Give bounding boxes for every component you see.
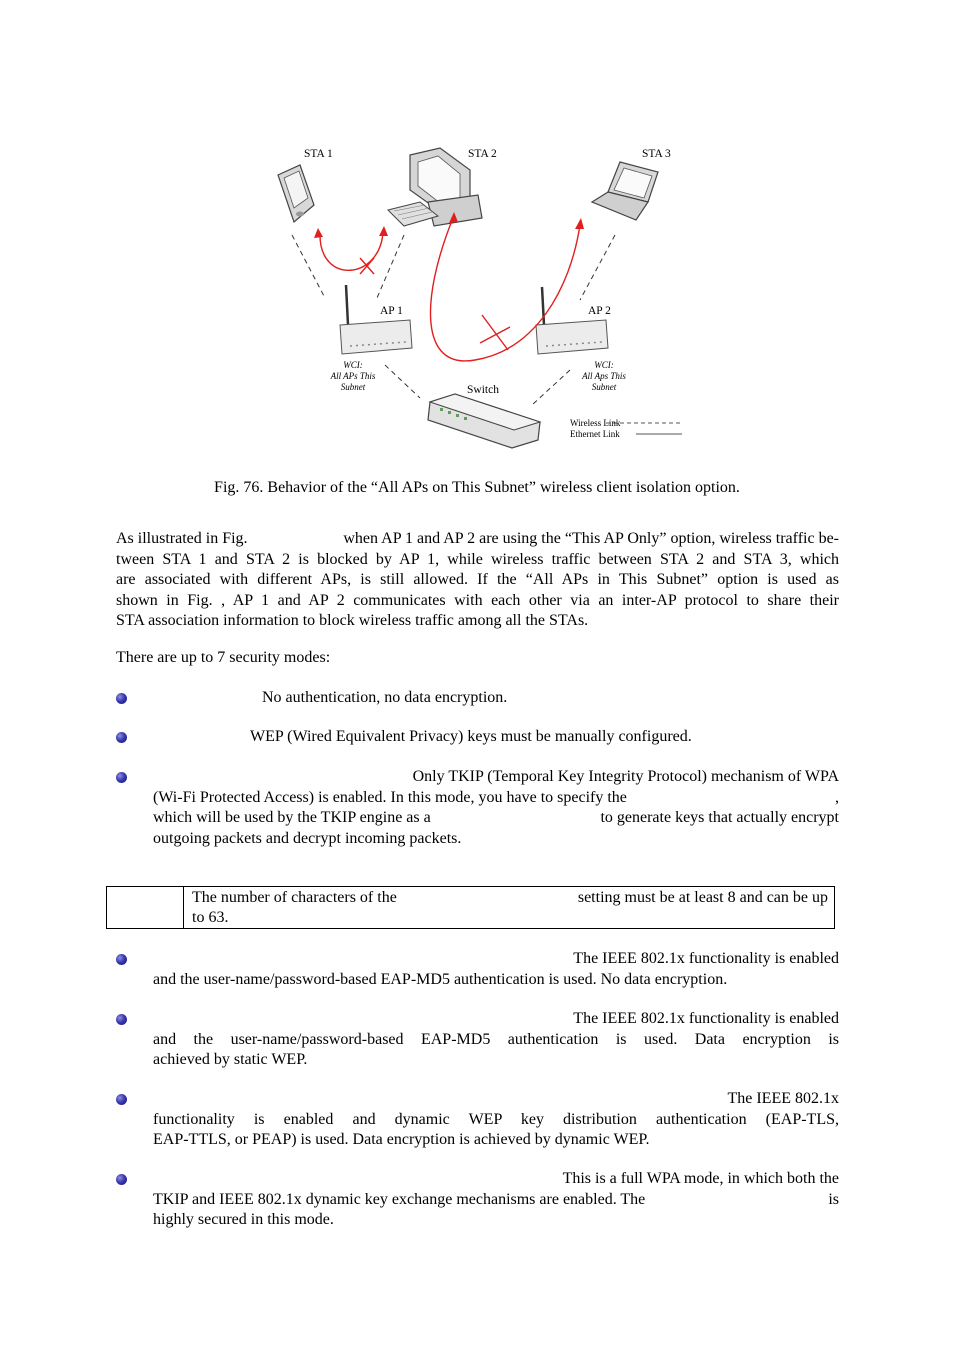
bullet-icon [116, 693, 127, 704]
switch-icon [428, 394, 540, 448]
label-ap1: AP 1 [380, 305, 403, 317]
mode-1-text: No authentication, no data encryption. [262, 689, 508, 706]
mode-7-line2: TKIP and IEEE 802.1x dynamic key exchange mechanisms are enabled. The is [153, 1190, 839, 1208]
mode-6-line1: The IEEE 802.1x [727, 1090, 839, 1107]
para1-line1: As illustrated in Fig. when AP 1 and AP 2 are using the “This AP Only” option, wireless traffic be- [116, 530, 839, 547]
note-label-cell [107, 887, 184, 928]
network-diagram [270, 140, 690, 460]
bullet-icon [116, 1014, 127, 1025]
wci1-line1: WCI: [343, 360, 363, 370]
wci2-line2: All Aps This [582, 371, 626, 381]
wci2-line1: WCI: [594, 360, 614, 370]
list-item-mode-6 [116, 1089, 839, 1151]
para1-line3: are associated with different APs, is still allowed. If the “All APs in This Subnet” option is used as [116, 571, 839, 588]
bullet-icon [116, 1094, 127, 1105]
list-item-mode-3 [116, 767, 839, 851]
legend-wireless-label: Wireless Link [570, 418, 621, 428]
laptop-icon [592, 162, 658, 220]
label-ap2: AP 2 [588, 305, 611, 317]
paragraph-isolation [116, 529, 839, 632]
mode-7-line1: This is a full WPA mode, in which both the [562, 1170, 839, 1187]
figure-caption: Fig. 76. Behavior of the “All APs on This Subnet” wireless client isolation option. [214, 479, 740, 496]
note-box [106, 886, 835, 929]
mode-5-line1: The IEEE 802.1x functionality is enabled [573, 1010, 839, 1027]
legend-ethernet-label: Ethernet Link [570, 429, 620, 439]
para1-line2: tween STA 1 and STA 2 is blocked by AP 1, while wireless traffic between STA 2 and STA 3, which [116, 550, 839, 568]
wci1-line3: Subnet [340, 382, 366, 392]
mode-5-line3: achieved by static WEP. [153, 1051, 308, 1068]
bullet-icon [116, 772, 127, 783]
paragraph-modes-intro: There are up to 7 security modes: [116, 649, 331, 666]
mode-5-line2: and the user-name/password-based EAP-MD5 authentication is used. Data encryption is [153, 1030, 839, 1048]
mode-2-text: WEP (Wired Equivalent Privacy) keys must be manually configured. [250, 728, 692, 745]
mode-3-line3: which will be used by the TKIP engine as a to generate keys that actually encrypt [153, 809, 839, 826]
label-sta2: STA 2 [468, 148, 497, 160]
mode-7-line3: highly secured in this mode. [153, 1211, 334, 1228]
label-sta3: STA 3 [642, 148, 671, 160]
access-point-1-icon [340, 285, 412, 354]
note-text-cell [192, 888, 828, 928]
list-item-mode-2 [116, 727, 839, 749]
para1-line4: shown in Fig. , AP 1 and AP 2 communicates with each other via an inter-AP protocol to share their [116, 591, 839, 609]
mode-3-line1: Only TKIP (Temporal Key Integrity Protocol) mechanism of WPA [412, 768, 839, 785]
mode-4-line1: The IEEE 802.1x functionality is enabled [573, 950, 839, 967]
mode-4-line2: and the user-name/password-based EAP-MD5 authentication is used. No data encryption. [153, 970, 728, 988]
list-item-mode-7 [116, 1169, 839, 1231]
label-switch: Switch [467, 384, 499, 396]
bullet-icon [116, 732, 127, 743]
pda-icon [278, 165, 314, 222]
wci1-line2: All APs This [330, 371, 376, 381]
label-sta1: STA 1 [304, 148, 333, 160]
access-point-2-icon [536, 287, 608, 354]
list-item-mode-1 [116, 688, 839, 710]
wireless-links [292, 235, 615, 300]
mode-3-line2: (Wi-Fi Protected Access) is enabled. In this mode, you have to specify the , [153, 788, 839, 806]
list-item-mode-4 [116, 949, 839, 991]
note-line2: to 63. [192, 909, 229, 926]
note-line1: The number of characters of the setting must be at least 8 and can be up [192, 889, 828, 906]
list-item-mode-5 [116, 1009, 839, 1071]
bullet-icon [116, 954, 127, 965]
mode-6-line3: EAP-TTLS, or PEAP) is used. Data encryption is achieved by dynamic WEP. [153, 1131, 650, 1148]
para1-line5: STA association information to block wireless traffic among all the STAs. [116, 612, 589, 629]
wci2-line3: Subnet [591, 382, 617, 392]
bullet-icon [116, 1174, 127, 1185]
mode-3-line4: outgoing packets and decrypt incoming packets. [153, 829, 462, 847]
mode-6-line2: functionality is enabled and dynamic WEP key distribution authentication (EAP-TLS, [153, 1110, 839, 1128]
